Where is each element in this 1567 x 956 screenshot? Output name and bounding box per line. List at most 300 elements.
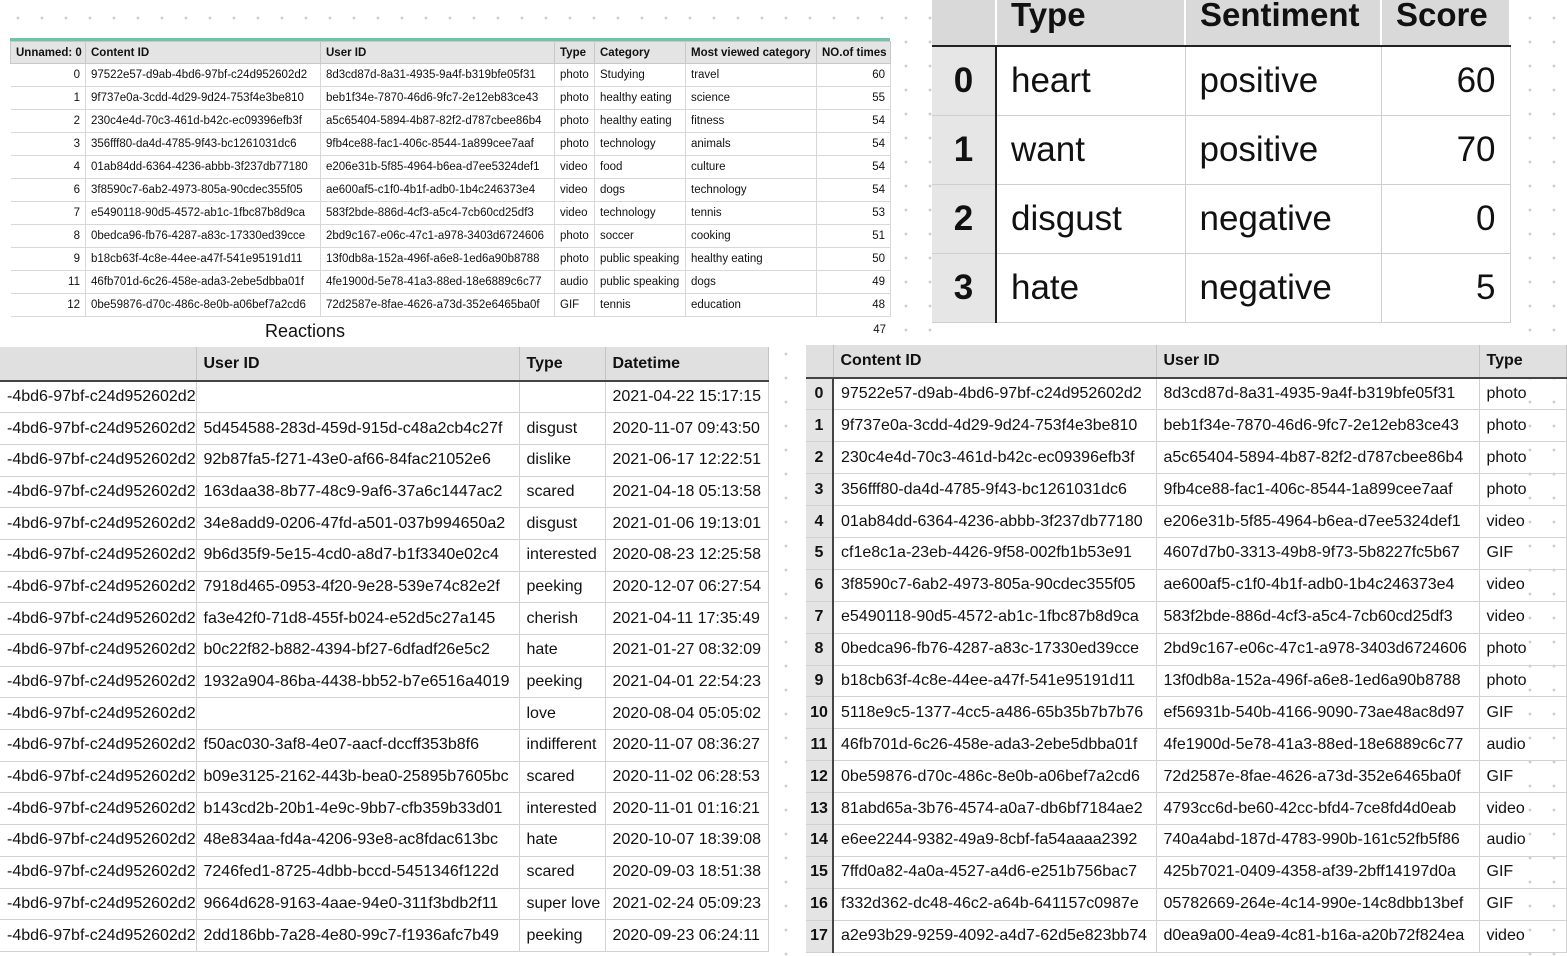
table-row[interactable]: [806, 633, 1566, 665]
table-row[interactable]: [806, 442, 1566, 474]
table-row[interactable]: [806, 601, 1566, 633]
table-cell: photo: [555, 64, 595, 87]
table-cell: 4fe1900d-5e78-41a3-88ed-18e6889c6c77: [321, 271, 555, 294]
table-row[interactable]: [932, 115, 1510, 184]
table-cell: beb1f34e-7870-46d6-9fc7-2e12eb83ce43: [321, 87, 555, 110]
table-cell: 13f0db8a-152a-496f-a6e8-1ed6a90b8788: [321, 248, 555, 271]
col-header[interactable]: [806, 345, 833, 378]
table-row[interactable]: [806, 410, 1566, 442]
table-cell: -4bd6-97bf-c24d952602d2: [0, 508, 196, 540]
table-cell: soccer: [595, 225, 686, 248]
table-cell: 13: [806, 793, 833, 825]
table-cell: 60: [1381, 46, 1510, 115]
reactions-table: [0, 347, 769, 952]
table-cell: e6ee2244-9382-49a9-8cbf-fa54aaaa2392: [833, 824, 1156, 856]
table-cell: -4bd6-97bf-c24d952602d2: [0, 381, 196, 413]
table-row[interactable]: [0, 571, 768, 603]
table-cell: peeking: [519, 666, 605, 698]
table-cell: 2021-04-22 15:17:15: [605, 381, 768, 413]
table-cell: 10: [806, 697, 833, 729]
table-row[interactable]: [0, 381, 768, 413]
table-cell: 5118e9c5-1377-4cc5-a486-65b35b7b7b76: [833, 697, 1156, 729]
table-cell: negative: [1185, 184, 1381, 253]
table-cell: 01ab84dd-6364-4236-abbb-3f237db77180: [833, 506, 1156, 538]
table-cell: 54: [817, 110, 891, 133]
table-cell: 7ffd0a82-4a0a-4527-a4d6-e251b756bac7: [833, 856, 1156, 888]
table-cell: b18cb63f-4c8e-44ee-a47f-541e95191d11: [86, 248, 321, 271]
table-cell: beb1f34e-7870-46d6-9fc7-2e12eb83ce43: [1156, 410, 1479, 442]
table-cell: 425b7021-0409-4358-af39-2bff14197d0a: [1156, 856, 1479, 888]
table-cell: b09e3125-2162-443b-bea0-25895b7605bc: [196, 761, 519, 793]
table-cell: 9b6d35f9-5e15-4cd0-a8d7-b1f3340e02c4: [196, 539, 519, 571]
table-cell: 7918d465-0953-4f20-9e28-539e74c82e2f: [196, 571, 519, 603]
table-cell: 356fff80-da4d-4785-9f43-bc1261031dc6: [86, 133, 321, 156]
table-cell: science: [686, 87, 817, 110]
table-cell: 0: [806, 378, 833, 410]
table-row[interactable]: [806, 729, 1566, 761]
table-cell: scared: [519, 856, 605, 888]
table-cell: 3f8590c7-6ab2-4973-805a-90cdec355f05: [86, 179, 321, 202]
table-cell: f332d362-dc48-46c2-a64b-641157c0987e: [833, 888, 1156, 920]
table-row[interactable]: [0, 413, 768, 445]
table-row[interactable]: [0, 920, 768, 952]
col-header[interactable]: User ID: [196, 347, 519, 381]
table-cell: 9: [11, 248, 86, 271]
table-cell: video: [555, 202, 595, 225]
table-cell: education: [686, 294, 817, 317]
table-cell: 7: [11, 202, 86, 225]
table-cell: GIF: [1479, 856, 1566, 888]
table-cell: animals: [686, 133, 817, 156]
table-cell: 1: [806, 410, 833, 442]
table-cell: e5490118-90d5-4572-ab1c-1fbc87b8d9ca: [86, 202, 321, 225]
table-cell: 2021-01-27 08:32:09: [605, 635, 768, 667]
col-header[interactable]: Unnamed: 0: [11, 42, 86, 64]
table-cell: 9f737e0a-3cdd-4d29-9d24-753f4e3be810: [86, 87, 321, 110]
table-cell: 740a4abd-187d-4783-990b-161c52fb5f86: [1156, 824, 1479, 856]
col-header[interactable]: Type: [1479, 345, 1566, 378]
table-cell: technology: [595, 133, 686, 156]
table-cell: 0bedca96-fb76-4287-a83c-17330ed39cce: [833, 633, 1156, 665]
header-row: [806, 345, 1566, 378]
table-cell: -4bd6-97bf-c24d952602d2: [0, 825, 196, 857]
col-header[interactable]: Category: [595, 42, 686, 64]
table-cell: -4bd6-97bf-c24d952602d2: [0, 444, 196, 476]
table-cell: 9fb4ce88-fac1-406c-8544-1a899cee7aaf: [1156, 474, 1479, 506]
table-row[interactable]: [11, 156, 891, 179]
table-cell: 2: [806, 442, 833, 474]
table-cell: cherish: [519, 603, 605, 635]
table-cell: 12: [806, 761, 833, 793]
table-cell: healthy eating: [595, 110, 686, 133]
table-cell: 4fe1900d-5e78-41a3-88ed-18e6889c6c77: [1156, 729, 1479, 761]
table-cell: -4bd6-97bf-c24d952602d2: [0, 666, 196, 698]
table-cell: 2021-02-24 05:09:23: [605, 888, 768, 920]
table-row[interactable]: [11, 110, 891, 133]
table-row[interactable]: [932, 184, 1510, 253]
table-cell: 2020-11-01 01:16:21: [605, 793, 768, 825]
table-cell: 2021-06-17 12:22:51: [605, 444, 768, 476]
col-header[interactable]: Score: [1381, 0, 1510, 46]
col-header[interactable]: [932, 0, 996, 46]
table-cell: e5490118-90d5-4572-ab1c-1fbc87b8d9ca: [833, 601, 1156, 633]
table-cell: 46fb701d-6c26-458e-ada3-2ebe5dbba01f: [86, 271, 321, 294]
table-cell: GIF: [1479, 697, 1566, 729]
table-cell: indifferent: [519, 730, 605, 762]
table-row[interactable]: [0, 730, 768, 762]
content-full-table: [806, 345, 1567, 953]
table-cell: -4bd6-97bf-c24d952602d2: [0, 603, 196, 635]
partial-row-value: 47: [873, 324, 886, 336]
table-cell: photo: [1479, 378, 1566, 410]
table-cell: -4bd6-97bf-c24d952602d2: [0, 635, 196, 667]
table-cell: -4bd6-97bf-c24d952602d2: [0, 539, 196, 571]
table-cell: 0: [932, 46, 996, 115]
table-cell: 9: [806, 665, 833, 697]
table-row[interactable]: [11, 133, 891, 156]
table-cell: 2020-09-03 18:51:38: [605, 856, 768, 888]
table-row[interactable]: [0, 825, 768, 857]
table-row[interactable]: [806, 665, 1566, 697]
table-cell: [519, 381, 605, 413]
table-cell: 2: [932, 184, 996, 253]
table-cell: photo: [555, 110, 595, 133]
table-cell: 48: [817, 294, 891, 317]
table-cell: 7246fed1-8725-4dbb-bccd-5451346f122d: [196, 856, 519, 888]
table-cell: -4bd6-97bf-c24d952602d2: [0, 856, 196, 888]
table-cell: [196, 381, 519, 413]
table-cell: healthy eating: [595, 87, 686, 110]
content-table: [10, 41, 891, 317]
table-caption: Reactions: [265, 321, 346, 341]
table-cell: 4: [11, 156, 86, 179]
table-row[interactable]: [0, 761, 768, 793]
table-row[interactable]: [806, 920, 1566, 952]
table-row[interactable]: [11, 248, 891, 271]
table-cell: 0: [1381, 184, 1510, 253]
table-cell: b143cd2b-20b1-4e9c-9bb7-cfb359b33d01: [196, 793, 519, 825]
table-cell: 8d3cd87d-8a31-4935-9a4f-b319bfe05f31: [321, 64, 555, 87]
table-cell: 15: [806, 856, 833, 888]
header-row: [0, 347, 768, 381]
table-cell: hate: [519, 825, 605, 857]
col-header[interactable]: Most viewed category: [686, 42, 817, 64]
table-row[interactable]: [806, 888, 1566, 920]
table-row[interactable]: [0, 635, 768, 667]
table-cell: disgust: [519, 413, 605, 445]
table-row[interactable]: [0, 539, 768, 571]
table-row[interactable]: [0, 856, 768, 888]
table-cell: b0c22f82-b882-4394-bf27-6dfadf26e5c2: [196, 635, 519, 667]
table-cell: 2021-01-06 19:13:01: [605, 508, 768, 540]
table-row[interactable]: [806, 793, 1566, 825]
table-row[interactable]: [806, 569, 1566, 601]
table-row[interactable]: [0, 508, 768, 540]
table-cell: 5d454588-283d-459d-915d-c48a2cb4c27f: [196, 413, 519, 445]
table-cell: 3: [806, 474, 833, 506]
table-row[interactable]: [11, 64, 891, 87]
table-cell: photo: [555, 225, 595, 248]
table-cell: public speaking: [595, 248, 686, 271]
table-row[interactable]: [806, 824, 1566, 856]
table-cell: 54: [817, 133, 891, 156]
table-cell: 3: [11, 133, 86, 156]
table-row[interactable]: [806, 761, 1566, 793]
col-header[interactable]: Content ID: [833, 345, 1156, 378]
table-cell: 51: [817, 225, 891, 248]
reaction-types-table: [932, 0, 1511, 323]
table-cell: 6: [806, 569, 833, 601]
table-cell: 6: [11, 179, 86, 202]
table-cell: 583f2bde-886d-4cf3-a5c4-7cb60cd25df3: [321, 202, 555, 225]
table-cell: 9f737e0a-3cdd-4d29-9d24-753f4e3be810: [833, 410, 1156, 442]
table-cell: ae600af5-c1f0-4b1f-adb0-1b4c246373e4: [1156, 569, 1479, 601]
table-cell: fa3e42f0-71d8-455f-b024-e52d5c27a145: [196, 603, 519, 635]
table-cell: GIF: [1479, 761, 1566, 793]
table-cell: travel: [686, 64, 817, 87]
table-cell: photo: [1479, 410, 1566, 442]
col-header[interactable]: NO.of times: [817, 42, 891, 64]
table-cell: 54: [817, 156, 891, 179]
col-header[interactable]: Sentiment: [1185, 0, 1381, 46]
table-cell: GIF: [1479, 888, 1566, 920]
table-cell: 92b87fa5-f271-43e0-af66-84fac21052e6: [196, 444, 519, 476]
table-cell: 2020-11-07 08:36:27: [605, 730, 768, 762]
table-cell: 2bd9c167-e06c-47c1-a978-3403d6724606: [1156, 633, 1479, 665]
reaction-types-panel: [932, 0, 1522, 344]
table-cell: hate: [996, 253, 1185, 322]
table-cell: video: [555, 179, 595, 202]
table-cell: photo: [1479, 474, 1566, 506]
table-cell: 53: [817, 202, 891, 225]
table-cell: 12: [11, 294, 86, 317]
table-row[interactable]: [11, 87, 891, 110]
table-row[interactable]: [0, 603, 768, 635]
table-cell: -4bd6-97bf-c24d952602d2: [0, 888, 196, 920]
content-table-panel: [10, 38, 890, 344]
table-cell: dogs: [686, 271, 817, 294]
table-cell: cf1e8c1a-23eb-4426-9f58-002fb1b53e91: [833, 537, 1156, 569]
table-cell: video: [1479, 793, 1566, 825]
table-row[interactable]: [11, 294, 891, 317]
table-row[interactable]: [11, 202, 891, 225]
table-cell: 2bd9c167-e06c-47c1-a978-3403d6724606: [321, 225, 555, 248]
table-cell: positive: [1185, 115, 1381, 184]
table-cell: audio: [1479, 729, 1566, 761]
table-cell: b18cb63f-4c8e-44ee-a47f-541e95191d11: [833, 665, 1156, 697]
header-row: [11, 42, 891, 64]
table-cell: 2021-04-01 22:54:23: [605, 666, 768, 698]
table-cell: -4bd6-97bf-c24d952602d2: [0, 761, 196, 793]
table-cell: video: [1479, 569, 1566, 601]
table-cell: photo: [1479, 442, 1566, 474]
table-cell: photo: [555, 133, 595, 156]
table-cell: 4: [806, 506, 833, 538]
table-cell: 9664d628-9163-4aae-94e0-311f3bdb2f11: [196, 888, 519, 920]
table-cell: want: [996, 115, 1185, 184]
table-row[interactable]: [806, 856, 1566, 888]
table-cell: video: [1479, 920, 1566, 952]
table-row[interactable]: [0, 666, 768, 698]
table-cell: public speaking: [595, 271, 686, 294]
table-cell: 97522e57-d9ab-4bd6-97bf-c24d952602d2: [86, 64, 321, 87]
table-cell: -4bd6-97bf-c24d952602d2: [0, 476, 196, 508]
table-cell: 13f0db8a-152a-496f-a6e8-1ed6a90b8788: [1156, 665, 1479, 697]
table-cell: -4bd6-97bf-c24d952602d2: [0, 698, 196, 730]
col-header[interactable]: Type: [555, 42, 595, 64]
table-cell: 54: [817, 179, 891, 202]
table-cell: 2020-11-07 09:43:50: [605, 413, 768, 445]
table-cell: 1: [11, 87, 86, 110]
table-row[interactable]: [806, 506, 1566, 538]
table-cell: scared: [519, 761, 605, 793]
table-cell: 2020-12-07 06:27:54: [605, 571, 768, 603]
table-cell: 01ab84dd-6364-4236-abbb-3f237db77180: [86, 156, 321, 179]
table-cell: video: [555, 156, 595, 179]
table-cell: dislike: [519, 444, 605, 476]
col-header[interactable]: Content ID: [86, 42, 321, 64]
col-header[interactable]: [0, 347, 196, 381]
table-cell: -4bd6-97bf-c24d952602d2: [0, 571, 196, 603]
table-row[interactable]: [11, 225, 891, 248]
table-cell: 3: [932, 253, 996, 322]
table-cell: heart: [996, 46, 1185, 115]
col-header[interactable]: Type: [519, 347, 605, 381]
table-cell: -4bd6-97bf-c24d952602d2: [0, 730, 196, 762]
table-cell: 48e834aa-fd4a-4206-93e8-ac8fdac613bc: [196, 825, 519, 857]
table-cell: tennis: [595, 294, 686, 317]
table-cell: -4bd6-97bf-c24d952602d2: [0, 920, 196, 952]
col-header[interactable]: User ID: [1156, 345, 1479, 378]
table-row[interactable]: [11, 179, 891, 202]
table-cell: 356fff80-da4d-4785-9f43-bc1261031dc6: [833, 474, 1156, 506]
table-cell: ef56931b-540b-4166-9090-73ae48ac8d97: [1156, 697, 1479, 729]
col-header[interactable]: Type: [996, 0, 1185, 46]
table-cell: 230c4e4d-70c3-461d-b42c-ec09396efb3f: [86, 110, 321, 133]
table-row[interactable]: [806, 378, 1566, 410]
table-cell: 50: [817, 248, 891, 271]
table-cell: 72d2587e-8fae-4626-a73d-352e6465ba0f: [1156, 761, 1479, 793]
table-cell: 72d2587e-8fae-4626-a73d-352e6465ba0f: [321, 294, 555, 317]
table-cell: 4607d7b0-3313-49b8-9f73-5b8227fc5b67: [1156, 537, 1479, 569]
table-cell: audio: [555, 271, 595, 294]
table-cell: 1: [932, 115, 996, 184]
table-cell: 2020-08-23 12:25:58: [605, 539, 768, 571]
table-cell: 55: [817, 87, 891, 110]
table-cell: positive: [1185, 46, 1381, 115]
table-cell: photo: [555, 87, 595, 110]
table-cell: 163daa38-8b77-48c9-9af6-37a6c1447ac2: [196, 476, 519, 508]
table-cell: 34e8add9-0206-47fd-a501-037b994650a2: [196, 508, 519, 540]
table-cell: 2020-09-23 06:24:11: [605, 920, 768, 952]
table-cell: a2e93b29-9259-4092-a4d7-62d5e823bb74: [833, 920, 1156, 952]
table-cell: 11: [11, 271, 86, 294]
table-row[interactable]: [806, 474, 1566, 506]
table-cell: Studying: [595, 64, 686, 87]
table-cell: 230c4e4d-70c3-461d-b42c-ec09396efb3f: [833, 442, 1156, 474]
table-cell: 2020-11-02 06:28:53: [605, 761, 768, 793]
table-cell: negative: [1185, 253, 1381, 322]
table-cell: 49: [817, 271, 891, 294]
table-cell: video: [1479, 601, 1566, 633]
table-cell: photo: [555, 248, 595, 271]
table-cell: 60: [817, 64, 891, 87]
col-header[interactable]: User ID: [321, 42, 555, 64]
table-cell: e206e31b-5f85-4964-b6ea-d7ee5324def1: [321, 156, 555, 179]
table-row[interactable]: [0, 793, 768, 825]
table-cell: 0: [11, 64, 86, 87]
table-row[interactable]: [0, 444, 768, 476]
table-cell: 46fb701d-6c26-458e-ada3-2ebe5dbba01f: [833, 729, 1156, 761]
table-cell: dogs: [595, 179, 686, 202]
table-cell: love: [519, 698, 605, 730]
table-cell: technology: [686, 179, 817, 202]
table-row[interactable]: [0, 476, 768, 508]
table-cell: super love: [519, 888, 605, 920]
table-cell: -4bd6-97bf-c24d952602d2: [0, 793, 196, 825]
table-cell: 0be59876-d70c-486c-8e0b-a06bef7a2cd6: [86, 294, 321, 317]
table-cell: 2dd186bb-7a28-4e80-99c7-f1936afc7b49: [196, 920, 519, 952]
table-cell: 8d3cd87d-8a31-4935-9a4f-b319bfe05f31: [1156, 378, 1479, 410]
table-cell: 14: [806, 824, 833, 856]
table-row[interactable]: [806, 537, 1566, 569]
table-cell: 0bedca96-fb76-4287-a83c-17330ed39cce: [86, 225, 321, 248]
table-cell: peeking: [519, 571, 605, 603]
table-cell: a5c65404-5894-4b87-82f2-d787cbee86b4: [1156, 442, 1479, 474]
table-cell: -4bd6-97bf-c24d952602d2: [0, 413, 196, 445]
table-cell: a5c65404-5894-4b87-82f2-d787cbee86b4: [321, 110, 555, 133]
table-row[interactable]: [0, 888, 768, 920]
table-cell: 2020-10-07 18:39:08: [605, 825, 768, 857]
col-header[interactable]: Datetime: [605, 347, 768, 381]
table-row[interactable]: [11, 271, 891, 294]
table-cell: 2: [11, 110, 86, 133]
header-row: [932, 0, 1510, 46]
table-cell: peeking: [519, 920, 605, 952]
table-cell: audio: [1479, 824, 1566, 856]
table-cell: [196, 698, 519, 730]
table-cell: 17: [806, 920, 833, 952]
table-row[interactable]: [932, 46, 1510, 115]
table-cell: 70: [1381, 115, 1510, 184]
table-cell: GIF: [1479, 537, 1566, 569]
table-cell: 81abd65a-3b76-4574-a0a7-db6bf7184ae2: [833, 793, 1156, 825]
table-cell: 8: [806, 633, 833, 665]
table-cell: 5: [1381, 253, 1510, 322]
table-row[interactable]: [0, 698, 768, 730]
table-cell: 9fb4ce88-fac1-406c-8544-1a899cee7aaf: [321, 133, 555, 156]
table-cell: ae600af5-c1f0-4b1f-adb0-1b4c246373e4: [321, 179, 555, 202]
table-cell: 4793cc6d-be60-42cc-bfd4-7ce8fd4d0eab: [1156, 793, 1479, 825]
table-cell: GIF: [555, 294, 595, 317]
table-cell: interested: [519, 539, 605, 571]
table-cell: healthy eating: [686, 248, 817, 271]
table-cell: tennis: [686, 202, 817, 225]
table-cell: food: [595, 156, 686, 179]
table-cell: 583f2bde-886d-4cf3-a5c4-7cb60cd25df3: [1156, 601, 1479, 633]
table-cell: fitness: [686, 110, 817, 133]
reactions-panel: [0, 347, 768, 956]
table-row[interactable]: [806, 697, 1566, 729]
table-cell: 8: [11, 225, 86, 248]
table-cell: e206e31b-5f85-4964-b6ea-d7ee5324def1: [1156, 506, 1479, 538]
table-row[interactable]: [932, 253, 1510, 322]
table-cell: 2021-04-11 17:35:49: [605, 603, 768, 635]
table-cell: scared: [519, 476, 605, 508]
table-cell: 7: [806, 601, 833, 633]
table-cell: 0be59876-d70c-486c-8e0b-a06bef7a2cd6: [833, 761, 1156, 793]
table-cell: video: [1479, 506, 1566, 538]
